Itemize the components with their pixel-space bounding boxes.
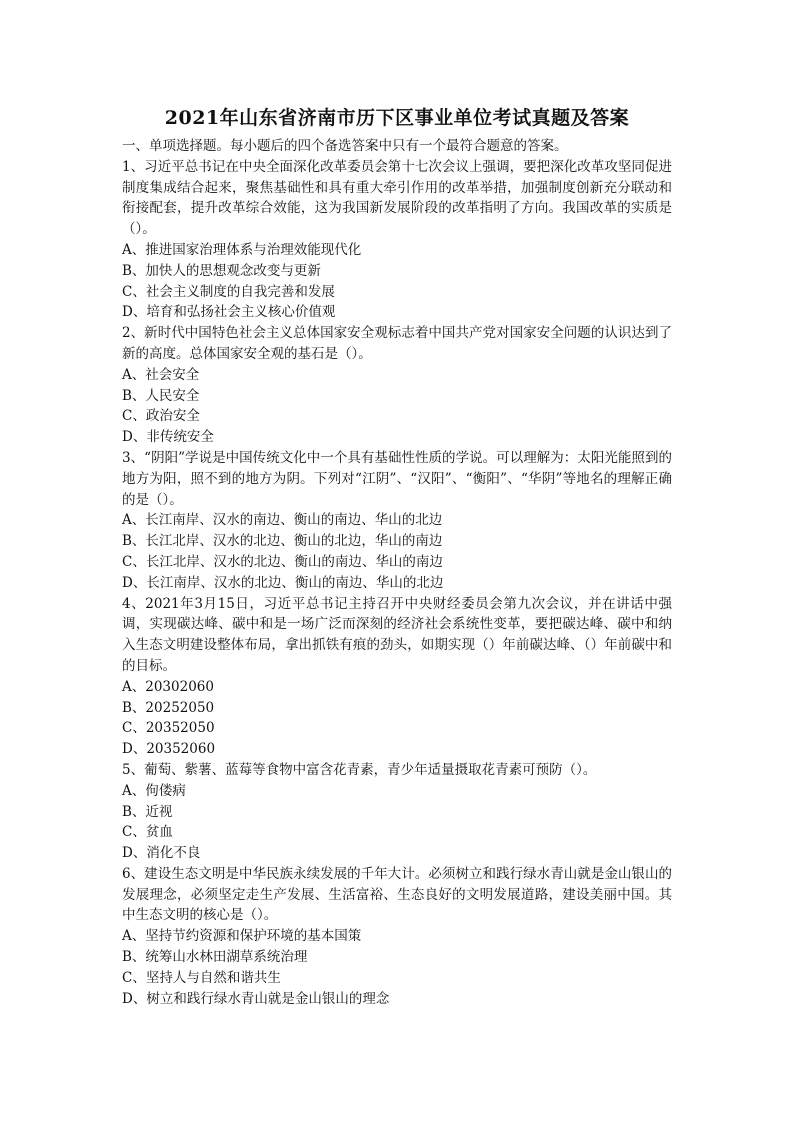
option-d: D、长江南岸、汉水的北边、衡山的南边、华山的北边 — [122, 574, 444, 591]
question-6 — [122, 864, 672, 1010]
option-a: A、坚持节约资源和保护环境的基本国策 — [122, 928, 362, 945]
question-2 — [122, 323, 672, 448]
option-a: A、社会安全 — [122, 366, 200, 383]
option-d: D、树立和践行绿水青山就是金山银山的理念 — [122, 990, 390, 1007]
option-c: C、20352050 — [122, 720, 215, 737]
option-c: C、政治安全 — [122, 408, 200, 425]
option-a: A、佝偻病 — [122, 782, 186, 799]
option-d: D、培育和弘扬社会主义核心价值观 — [122, 304, 336, 321]
question-4 — [122, 594, 672, 760]
option-b: B、统筹山水林田湖草系统治理 — [122, 949, 308, 966]
question-5 — [122, 760, 672, 864]
option-d: D、消化不良 — [122, 845, 201, 862]
option-b: B、人民安全 — [122, 387, 200, 404]
option-c: C、贫血 — [122, 824, 173, 841]
option-d: D、20352060 — [122, 741, 216, 758]
option-b: B、近视 — [122, 803, 173, 820]
option-d: D、非传统安全 — [122, 429, 214, 446]
document-title: 2021年山东省济南市历下区事业单位考试真题及答案 — [164, 107, 630, 129]
option-b: B、20252050 — [122, 699, 215, 716]
question-stem: 2、新时代中国特色社会主义总体国家安全观标志着中国共产党对国家安全问题的认识达到了新的高度。总体国家安全观的基石是（）。 — [122, 325, 672, 362]
option-a: A、长江南岸、汉水的南边、衡山的南边、华山的北边 — [122, 512, 443, 529]
question-stem: 4、2021年3月15日，习近平总书记主持召开中央财经委员会第九次会议，并在讲话中强调，实现碳达峰、碳中和是一场广泛而深刻的经济社会系统性变革，要把碳达峰、碳中和纳入生态文明建设整体布局，拿出抓铁有痕的劲头，如期实现（）年前碳达峰、（）年前碳中和的目标。 — [122, 595, 672, 674]
option-c: C、坚持人与自然和谐共生 — [122, 969, 281, 986]
question-stem: 1、习近平总书记在中央全面深化改革委员会第十七次会议上强调，要把深化改革攻坚同促进制度集成结合起来，聚焦基础性和具有重大牵引作用的改革举措，加强制度创新充分联动和衔接配套，提升改革综合效能，这为我国新发展阶段的改革指明了方向。我国改革的实质是（）。 — [122, 158, 672, 238]
question-stem: 5、葡萄、紫薯、蓝莓等食物中富含花青素，青少年适量摄取花青素可预防（）。 — [122, 761, 597, 778]
section-heading: 一、单项选择题。每小题后的四个备选答案中只有一个最符合题意的答案。 — [122, 138, 568, 154]
option-c: C、长江北岸、汉水的北边、衡山的南边、华山的南边 — [122, 553, 443, 570]
option-b: B、长江北岸、汉水的北边、衡山的北边，华山的南边 — [122, 533, 443, 550]
question-stem: 3、“阴阳”学说是中国传统文化中一个具有基础性性质的学说。可以理解为：太阳光能照到的地方为阳，照不到的地方为阴。下列对“江阴”、“汉阳”、“衡阳”、“华阴”等地名的理解正确的是（）。 — [122, 449, 672, 508]
option-c: C、社会主义制度的自我完善和发展 — [122, 283, 335, 300]
option-a: A、推进国家治理体系与治理效能现代化 — [122, 241, 362, 258]
question-1 — [122, 157, 672, 323]
question-3 — [122, 448, 672, 594]
option-a: A、20302060 — [122, 678, 214, 695]
question-stem: 6、建设生态文明是中华民族永续发展的千年大计。必须树立和践行绿水青山就是金山银山的发展理念，必须坚定走生产发展、生活富裕、生态良好的文明发展道路，建设美丽中国。其中生态文明的核心是（）。 — [122, 865, 672, 924]
option-b: B、加快人的思想观念改变与更新 — [122, 262, 321, 279]
